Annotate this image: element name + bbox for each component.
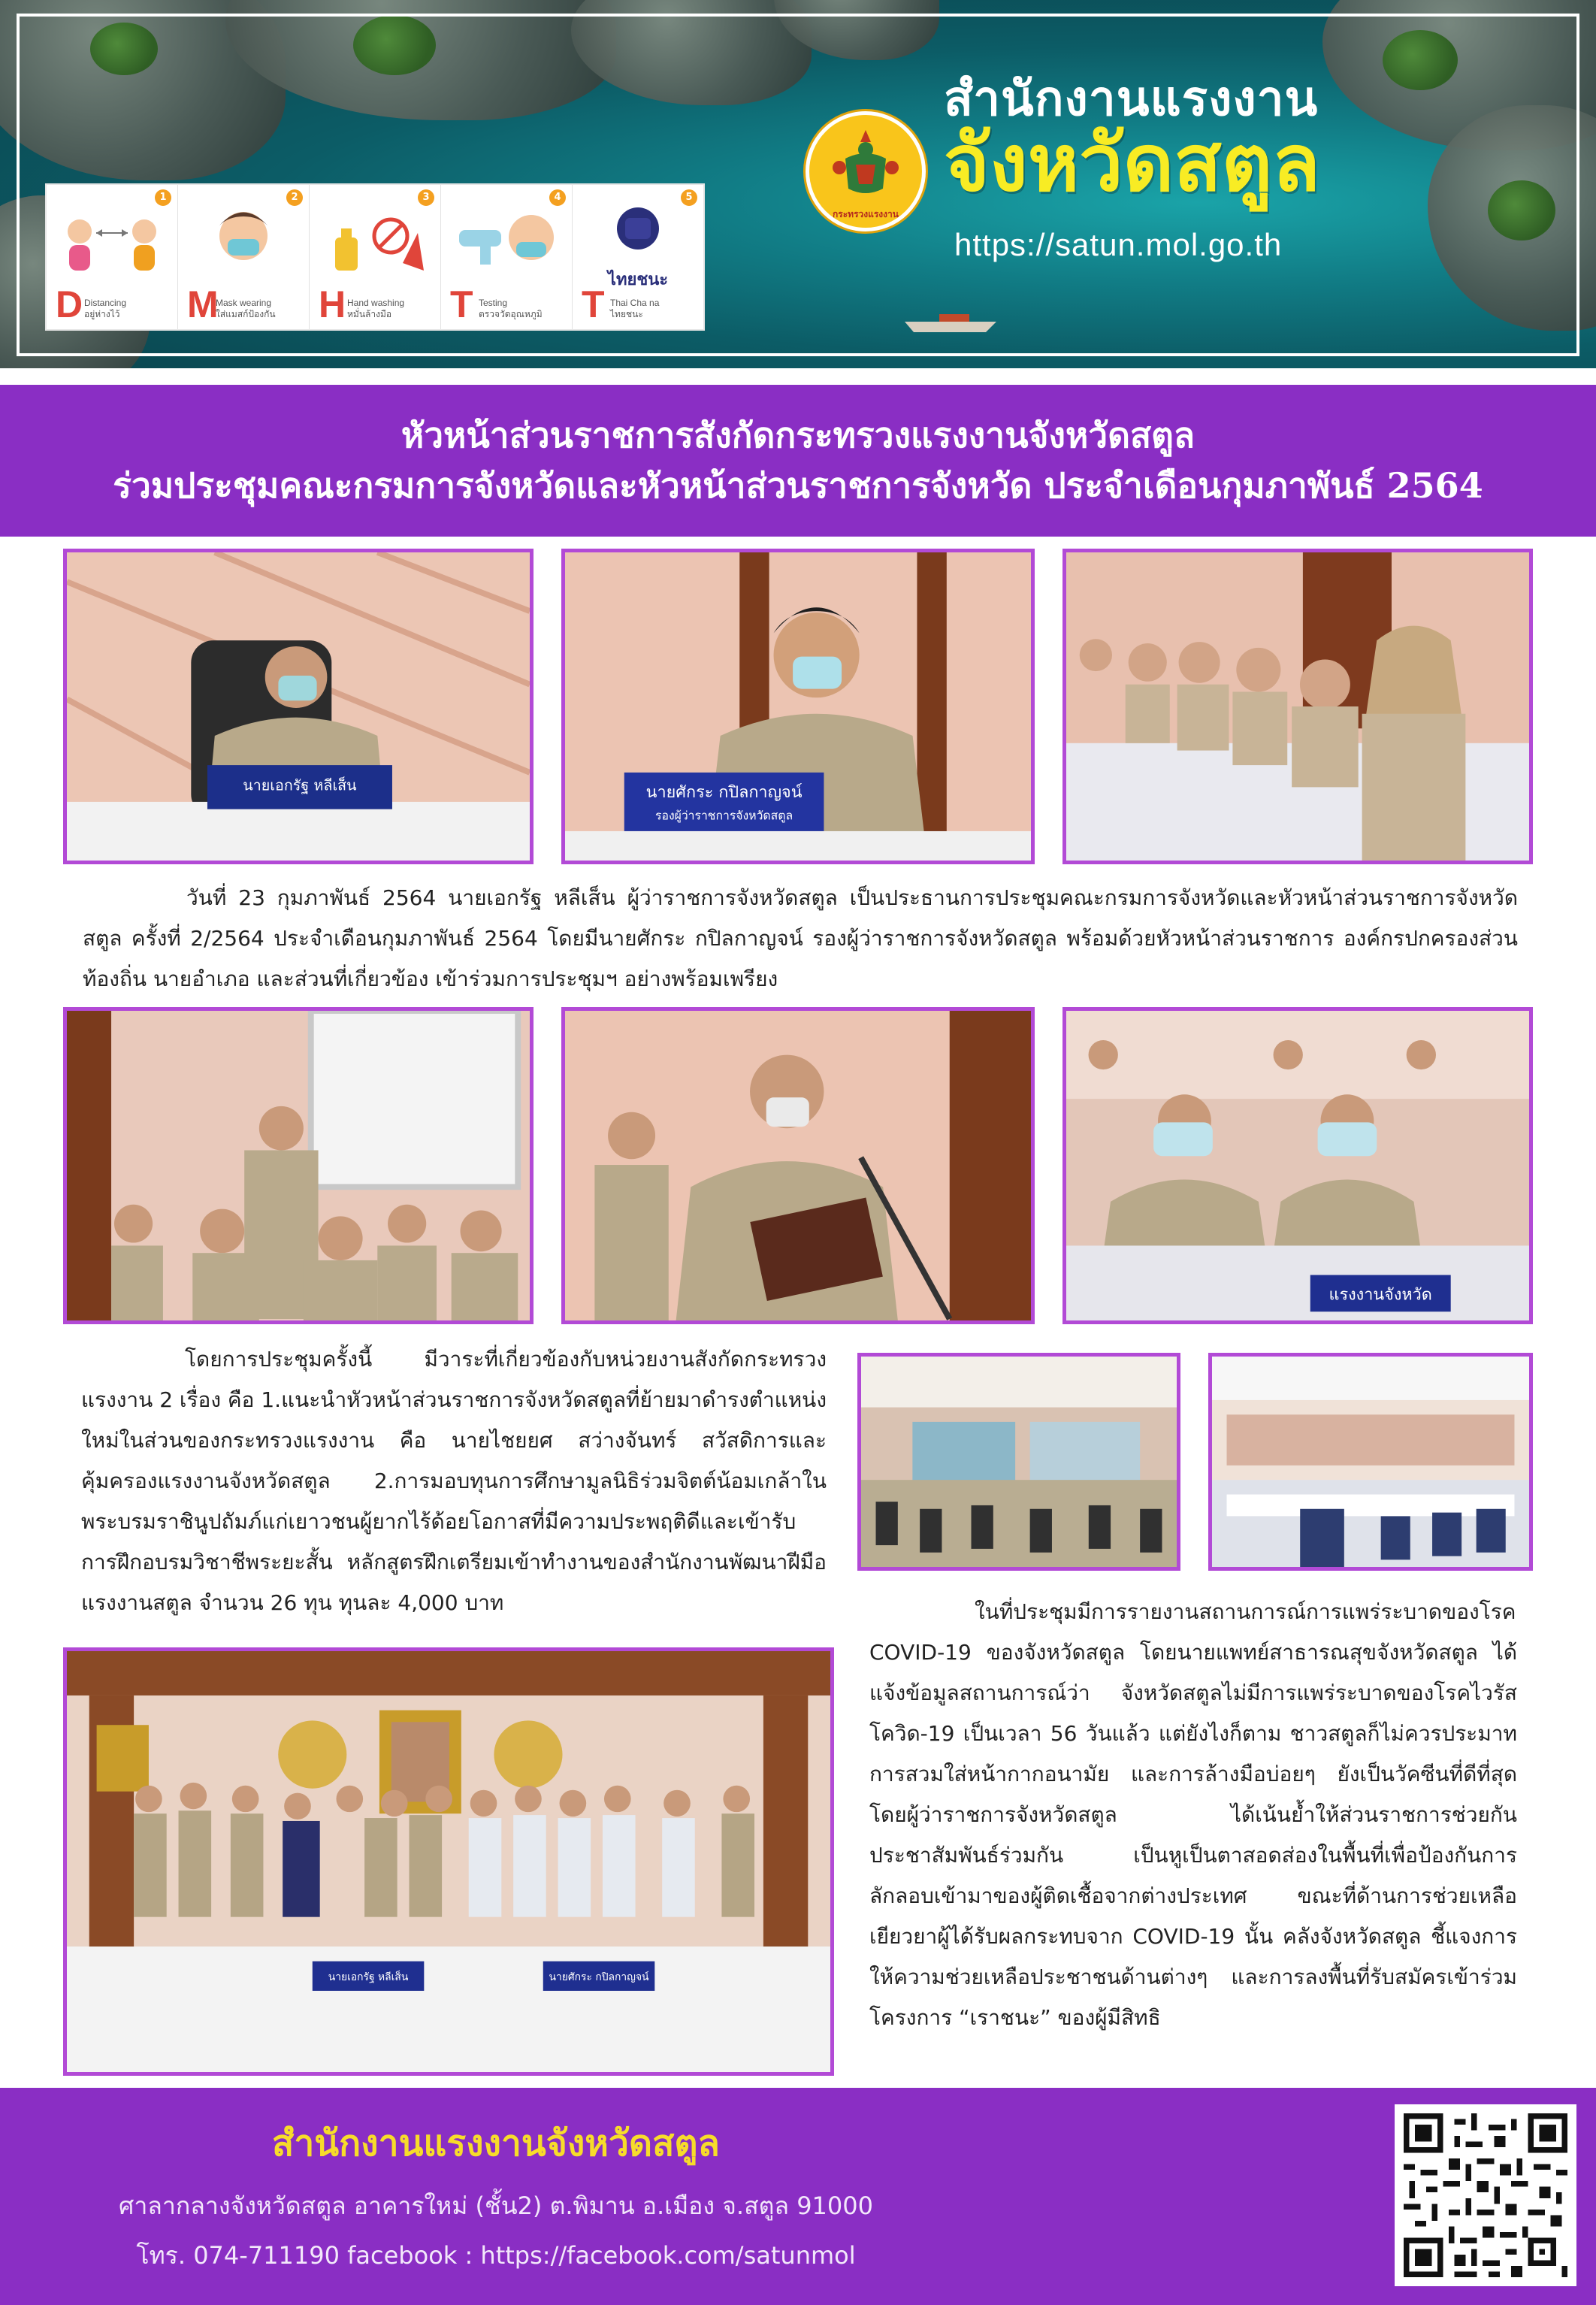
dmhtt-letter: D (56, 283, 83, 325)
paragraph-covid-report: ในที่ประชุมมีการรายงานสถานการณ์การแพร่ระบาดของโรค COVID-19 ของจังหวัดสตูล โดยนายแพทย์สาธารณสุขจังหวัดสตูล ได้แจ้งข้อมูลสถานการณ์ว่า จังหวัดสตูลไม่มีการแพร่ระบาดของโรคไวรัสโควิด-19 เป็นเวลา 56 วันแล้ว แต่ยังไงก็ตาม ชาวสตูลก็ไม่ควรประมาทการสวมใส่หน้ากากอนามัย และการล้างมือบ่อยๆ ยังเป็นวัคซีนที่ดีที่สุด โดยผู้ว่าราชการจังหวัดสตูล ได้เน้นย้ำให้ส่วนราชการช่วยกันประชาสัมพันธ์ร่วมกัน เป็นหูเป็นตาสอดส่องในพื้นที่เพื่อป้องกันการลักลอบเข้ามาของผู้ติดเชื้อจากต่างประเทศ ขณะที่ด้านการช่วยเหลือเยียวยาผู้ได้รับผลกระทบจาก COVID-19 นั้น คลังจังหวัดสตูล ชี้แจงการให้ความช่วยเหลือประชาชนด้านต่างๆ และการลงพื้นที่รับสมัครเข้าร่วมโครงการ “เราชนะ” ของผู้มีสิทธิ (869, 1599, 1517, 2030)
photo-official-speaking (561, 1007, 1035, 1324)
dmhtt-card-handwash (310, 185, 441, 329)
footer-address: ศาลากลางจังหวัดสตูล อาคารใหม่ (ชั้น2) ต.พิมาน อ.เมือง จ.สตูล 91000 (119, 2192, 873, 2220)
photo-labour-officials-seated (1062, 1007, 1533, 1324)
dmhtt-card-testing (441, 185, 573, 329)
dmhtt-card-thaichana (573, 185, 703, 329)
paragraph-meeting-summary: วันที่ 23 กุมภาพันธ์ 2564 นายเอกรัฐ หลีเส็น ผู้ว่าราชการจังหวัดสตูล เป็นประธานการประชุมคณะกรมการจังหวัดและหัวหน้าส่วนราชการจังหวัดสตูล ครั้งที่ 2/2564 ประจำเดือนกุมภาพันธ์ 2564 โดยมีนายศักระ กปิลกาญจน์ รองผู้ว่าราชการจังหวัดสตูล พร้อมด้วยหัวหน้าส่วนราชการ องค์กรปกครองส่วนท้องถิ่น นายอำเภอ และส่วนที่เกี่ยวข้อง เข้าร่วมการประชุมฯ อย่างพร้อมเพรียง (83, 885, 1518, 991)
footer-office-name: สำนักงานแรงงานจังหวัดสตูล (272, 2122, 720, 2164)
footer-contact[interactable]: โทร. 074-711190 facebook : https://facebook.com/satunmol (136, 2241, 856, 2270)
dmhtt-caption: Testing ตรวจวัดอุณหภูมิ (479, 298, 543, 319)
photo-governor-chairing (63, 549, 534, 864)
thermometer-icon (450, 203, 563, 278)
dmhtt-letter: T (582, 283, 605, 325)
dmhtt-card-mask (178, 185, 310, 329)
ministry-of-labour-logo (806, 111, 926, 231)
nameplate-text: นายศักระ กปิลกาญจน์ (549, 1971, 649, 1984)
dmhtt-number: 4 (549, 189, 566, 206)
dmhtt-number: 1 (155, 189, 171, 206)
distancing-icon (56, 203, 168, 278)
dmhtt-number: 5 (681, 189, 697, 206)
dmhtt-number: 2 (286, 189, 303, 206)
nameplate-text: นายเอกรัฐ หลีเส็น (243, 776, 357, 794)
dmhtt-letter: H (319, 283, 346, 325)
dmhtt-caption: Hand washing หมั่นล้างมือ (347, 298, 405, 319)
header-banner (0, 0, 1596, 368)
dmhtt-letter: M (187, 283, 219, 325)
dmhtt-letter: T (450, 283, 473, 325)
dmhtt-number: 3 (418, 189, 434, 206)
photo-greeting-wai (63, 1007, 534, 1324)
footer-band (0, 2088, 1596, 2305)
thai-chana-label: ไทยชนะ (607, 271, 669, 289)
dmhtt-caption: Thai Cha na ไทยชนะ (610, 298, 660, 319)
photo-meeting-room-wide (857, 1353, 1180, 1571)
qr-code[interactable] (1395, 2104, 1576, 2286)
website-url[interactable]: https://satun.mol.go.th (954, 227, 1283, 262)
headline-line-2: ร่วมประชุมคณะกรมการจังหวัดและหัวหน้าส่วนราชการจังหวัด ประจำเดือนกุมภาพันธ์ 2564 (113, 465, 1483, 506)
dmhtt-campaign-strip (45, 183, 705, 331)
qr-code-icon (1404, 2113, 1567, 2277)
longtail-boat-icon (902, 308, 999, 338)
dmhtt-card-distancing (47, 185, 178, 329)
dmhtt-caption: Distancing อยู่ห่างไว้ (84, 298, 127, 319)
photo-meeting-room-table (1208, 1353, 1533, 1571)
dmhtt-caption: Mask wearing ใส่แมสก์ป้องกัน (216, 298, 276, 319)
province-title: จังหวัดสตูล (944, 117, 1320, 209)
logo-caption: กระทรวงแรงงาน (833, 209, 899, 219)
hand-washing-icon (319, 203, 431, 278)
paragraph-agenda: โดยการประชุมครั้งนี้ มีวาระที่เกี่ยวข้องกับหน่วยงานสังกัดกระทรวงแรงงาน 2 เรื่อง คือ 1.แนะนำหัวหน้าส่วนราชการจังหวัดสตูลที่ย้ายมาดำรงตำแหน่งใหม่ในส่วนของกระทรวงแรงงาน คือ นายไชยยศ สว่างจันทร์ สวัสดิการและคุ้มครองแรงงานจังหวัดสตูล 2.การมอบทุนการศึกษามูลนิธิร่วมจิตต์น้อมเกล้าในพระบรมราชินูปถัมภ์แก่เยาวชนผู้ยากไร้ด้อยโอกาสที่มีความประพฤติดีและเข้ารับการฝึกอบรมวิชาชีพระยะสั้น หลักสูตรฝึกเตรียมเข้าทำงานของสำนักงานพัฒนาฝีมือแรงงานสตูล จำนวน 26 ทุน ทุนละ 4,000 บาท (81, 1347, 827, 1615)
photo-scholarship-group (63, 1647, 834, 2076)
office-title: สำนักงานแรงงาน (944, 71, 1319, 127)
office-sign-text: แรงงานจังหวัด (1328, 1285, 1432, 1305)
mask-icon (187, 203, 300, 278)
nameplate-text: นายเอกรัฐ หลีเส็น (328, 1971, 409, 1984)
headline-line-1: หัวหน้าส่วนราชการสังกัดกระทรวงแรงงานจังหวัดสตูล (401, 415, 1195, 456)
nameplate-subtext: รองผู้ว่าราชการจังหวัดสตูล (655, 808, 793, 823)
photo-deputy-governor (561, 549, 1035, 864)
deity-emblem-icon (823, 126, 908, 204)
nameplate-text: นายศักระ กปิลกาญจน์ (645, 783, 803, 803)
headline-band (0, 385, 1596, 537)
photo-female-officials (1062, 549, 1533, 864)
